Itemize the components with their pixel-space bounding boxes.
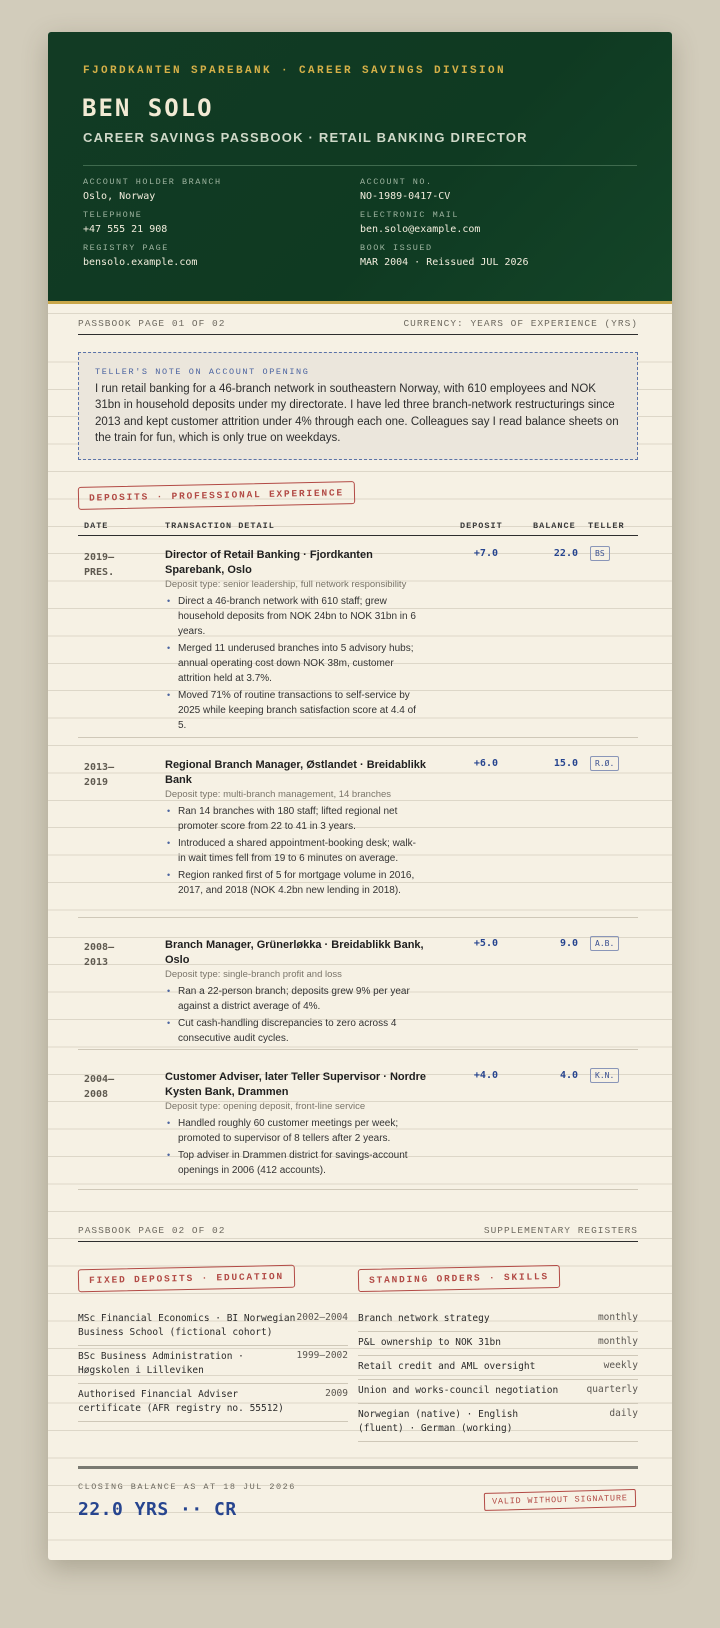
list-item: • Introduced a shared appointment-booking desk; walk-in wait times fell from 19 to 6 minutes on average. — [165, 836, 420, 866]
skill-frequency: weekly — [603, 1360, 638, 1371]
table-row — [78, 748, 638, 918]
list-item: • Direct a 46-branch network with 610 staff; grew household deposits from NOK 24bn to NOK 31bn in 6 years. — [165, 594, 420, 639]
degree-years: 2009 — [325, 1388, 348, 1399]
note-text: I run retail banking for a 46-branch network in southeastern Norway, with 610 employees and NOK 31bn in household deposits under my directorate. I have led three branch-network restructurings since 2013 and kept customer attrition under 4% through each one. Colleagues say I read balance sheets on the train for fun, which is only true on weekdays. — [95, 383, 619, 445]
col-detail: TRANSACTION DETAIL — [165, 521, 275, 531]
teller-initials: BS — [590, 546, 610, 561]
skills-register — [358, 1308, 638, 1442]
skill-frequency: quarterly — [586, 1384, 638, 1395]
list-item — [358, 1404, 638, 1442]
degree-years: 1999–2002 — [296, 1350, 348, 1361]
entry-title: Branch Manager, Grünerløkka · Breidablikk Bank, Oslo — [165, 939, 424, 966]
passbook-subtitle: CAREER SAVINGS PASSBOOK · RETAIL BANKING DIRECTOR — [83, 130, 528, 145]
col-balance: BALANCE — [533, 521, 576, 531]
entry-type: Deposit type: opening deposit, front-line service — [165, 1101, 366, 1112]
list-item — [358, 1380, 638, 1404]
list-item: • Ran a 22-person branch; deposits grew 9% per year against a district average of 4%. — [165, 984, 420, 1014]
passbook-header — [48, 32, 672, 304]
degree-title: MSc Financial Economics · BI Norwegian Business School (fictional cohort) — [78, 1313, 296, 1338]
field-label: ELECTRONIC MAIL — [360, 210, 460, 220]
list-item: • Ran 14 branches with 180 staff; lifted regional net promoter score from 22 to 41 in 3 years. — [165, 804, 420, 834]
degree-title: BSc Business Administration · Høgskolen i Lilleviken — [78, 1351, 244, 1376]
teller-initials: A.B. — [590, 936, 619, 951]
skill-name: Norwegian (native) · English (fluent) · German (working) — [358, 1409, 519, 1434]
bank-brand: FJORDKANTEN SPAREBANK · CAREER SAVINGS DIVISION — [83, 65, 507, 77]
entry-date: 2019– PRES. — [84, 552, 115, 578]
page-number: PASSBOOK PAGE 02 OF 02 — [78, 1225, 226, 1236]
list-item: • Handled roughly 60 customer meetings per week; promoted to supervisor of 8 tellers after 2 years. — [165, 1116, 420, 1146]
skill-name: Union and works-council negotiation — [358, 1385, 559, 1396]
list-item: • Moved 71% of routine transactions to self-service by 2025 while keeping branch satisfaction score at 4.4 of 5. — [165, 688, 420, 733]
list-item — [78, 1384, 348, 1422]
table-row — [78, 928, 638, 1050]
entry-title: Customer Adviser, later Teller Supervisor · Nordre Kysten Bank, Drammen — [165, 1071, 427, 1098]
col-date: DATE — [84, 521, 109, 531]
list-item — [78, 1308, 348, 1346]
section-note: SUPPLEMENTARY REGISTERS — [483, 1225, 638, 1236]
education-stamp: FIXED DEPOSITS · EDUCATION — [78, 1265, 295, 1293]
summary-note — [78, 352, 638, 460]
signature-stamp: VALID WITHOUT SIGNATURE — [484, 1489, 636, 1511]
closing-divider — [78, 1466, 638, 1469]
list-item — [358, 1356, 638, 1380]
branch-field — [83, 177, 222, 202]
entry-type: Deposit type: senior leadership, full network responsibility — [165, 579, 407, 590]
field-label: ACCOUNT HOLDER BRANCH — [83, 177, 222, 187]
holder-name: BEN SOLO — [82, 94, 214, 122]
teller-initials: K.N. — [590, 1068, 619, 1083]
entry-date: 2004– 2008 — [84, 1074, 115, 1100]
field-value: NO-1989-0417-CV — [360, 191, 451, 202]
field-label: TELEPHONE — [83, 210, 143, 220]
email-link[interactable]: ben.solo@example.com — [360, 224, 481, 235]
page-marker-2 — [78, 1225, 638, 1242]
field-value[interactable]: +47 555 21 908 — [83, 224, 168, 235]
skill-name: P&L ownership to NOK 31bn — [358, 1337, 501, 1348]
header-divider — [83, 165, 637, 166]
entry-date: 2008– 2013 — [84, 942, 115, 968]
registry-field — [83, 243, 197, 268]
note-label: TELLER'S NOTE ON ACCOUNT OPENING — [95, 367, 310, 377]
table-row — [78, 1060, 638, 1190]
skill-frequency: monthly — [597, 1336, 638, 1347]
col-teller: TELLER — [588, 521, 625, 531]
entry-balance: 15.0 — [553, 758, 578, 769]
website-link[interactable]: bensolo.example.com — [83, 257, 198, 268]
skill-frequency: monthly — [597, 1312, 638, 1323]
col-deposit: DEPOSIT — [460, 521, 503, 531]
entry-title: Director of Retail Banking · Fjordkanten Sparebank, Oslo — [165, 549, 373, 576]
entry-bullets — [165, 804, 420, 900]
entry-bullets — [165, 984, 420, 1048]
list-item — [358, 1332, 638, 1356]
book-issued-field — [360, 243, 529, 268]
entry-title: Regional Branch Manager, Østlandet · Breidablikk Bank — [165, 759, 427, 786]
field-value: Oslo, Norway — [83, 191, 156, 202]
table-row — [78, 538, 638, 738]
entry-deposit: +6.0 — [473, 758, 498, 769]
skill-name: Retail credit and AML oversight — [358, 1361, 536, 1372]
closing-label: CLOSING BALANCE AS AT 18 JUL 2026 — [78, 1482, 296, 1492]
list-item: • Merged 11 underused branches into 5 advisory hubs; annual operating cost down NOK 38m, customer attrition held at 3.7%. — [165, 641, 420, 686]
field-value: MAR 2004 · Reissued JUL 2026 — [360, 257, 529, 268]
education-register — [78, 1308, 348, 1422]
entry-balance: 9.0 — [559, 938, 578, 949]
closing-balance: 22.0 YRS ·· CR — [78, 1499, 237, 1520]
list-item: • Cut cash-handling discrepancies to zero across 4 consecutive audit cycles. — [165, 1016, 420, 1046]
email-field — [360, 210, 480, 235]
field-label: BOOK ISSUED — [360, 243, 433, 253]
field-label: ACCOUNT NO. — [360, 177, 433, 187]
entry-deposit: +5.0 — [473, 938, 498, 949]
page-number: PASSBOOK PAGE 01 OF 02 — [78, 318, 226, 329]
list-item: • Region ranked first of 5 for mortgage volume in 2016, 2017, and 2018 (NOK 4.2bn new lending in 2018). — [165, 868, 420, 898]
entry-type: Deposit type: multi-branch management, 14 branches — [165, 789, 392, 800]
entry-deposit: +4.0 — [473, 1070, 498, 1081]
skill-frequency: daily — [609, 1408, 638, 1419]
list-item — [358, 1308, 638, 1332]
degree-years: 2002–2004 — [296, 1312, 348, 1323]
currency-note: CURRENCY: YEARS OF EXPERIENCE (YRS) — [403, 318, 638, 329]
passbook-page — [48, 32, 672, 1560]
entry-deposit: +7.0 — [473, 548, 498, 559]
teller-initials: R.Ø. — [590, 756, 619, 771]
account-number-field — [360, 177, 450, 202]
entry-date: 2013– 2019 — [84, 762, 115, 788]
entry-balance: 4.0 — [559, 1070, 578, 1081]
list-item: • Top adviser in Drammen district for savings-account openings in 2006 (412 accounts). — [165, 1148, 420, 1178]
list-item — [78, 1346, 348, 1384]
table-header — [78, 519, 638, 536]
telephone-field — [83, 210, 167, 235]
entry-bullets — [165, 594, 420, 735]
experience-stamp: DEPOSITS · PROFESSIONAL EXPERIENCE — [78, 481, 355, 510]
field-label: REGISTRY PAGE — [83, 243, 169, 253]
entry-bullets — [165, 1116, 420, 1180]
entry-type: Deposit type: single-branch profit and loss — [165, 969, 342, 980]
degree-title: Authorised Financial Adviser certificate (AFR registry no. 55512) — [78, 1389, 284, 1414]
page-marker-1 — [78, 318, 638, 335]
entry-balance: 22.0 — [553, 548, 578, 559]
skill-name: Branch network strategy — [358, 1313, 490, 1324]
skills-stamp: STANDING ORDERS · SKILLS — [358, 1265, 560, 1292]
